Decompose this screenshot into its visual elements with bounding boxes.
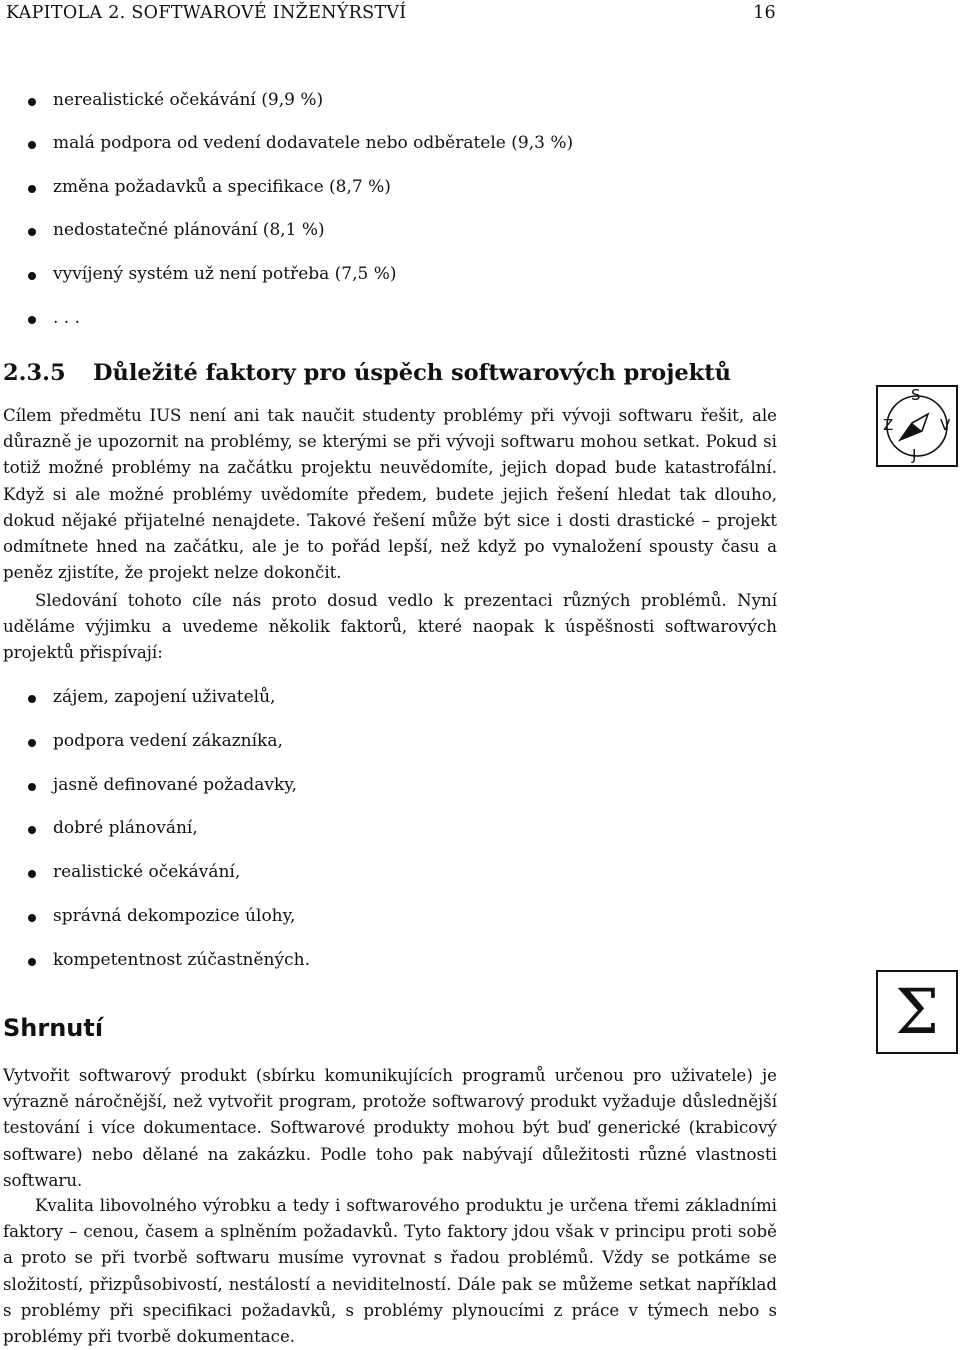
- bullet-icon: [28, 914, 36, 922]
- bullet-icon: [28, 272, 36, 280]
- bullet-icon: [28, 316, 36, 324]
- section-heading: [3, 360, 803, 386]
- compass-letter-south: J: [912, 446, 917, 464]
- bullet-icon: [28, 958, 36, 966]
- bullet-icon: [28, 141, 36, 149]
- sigma-icon: [876, 970, 958, 1054]
- compass-letter-east: V: [940, 416, 951, 434]
- bullet-icon: [28, 695, 36, 703]
- summary-paragraph-1: Vytvořit softwarový produkt (sbírku komunikujících programů určenou pro uživatele) je výrazně náročnější, než vytvořit program, protože softwarový produkt vyžaduje důslednější testování i více dokumentace. Softwarové produkty mohou být buď generické (krabicový software) nebo dělané na zakázku. Podle toho pak nabývají důležitosti různé vlastnosti softwaru.: [3, 1066, 777, 1190]
- compass-letter-west: Z: [883, 416, 894, 434]
- compass-icon: [876, 385, 958, 467]
- bullet-icon: [28, 185, 36, 193]
- compass-letter-north: S: [911, 386, 921, 404]
- bullet-icon: [28, 870, 36, 878]
- section-title: Důležité faktory pro úspěch softwarových projektů: [93, 360, 731, 386]
- bullet-icon: [28, 783, 36, 791]
- section-number: 2.3.5: [3, 360, 66, 386]
- page-number: 16: [753, 3, 776, 23]
- summary-paragraph-2: Kvalita libovolného výrobku a tedy i softwarového produktu je určena třemi základními faktory – cenou, časem a splněním požadavků. Tyto faktory jdou však v principu proti sobě a proto se při tvorbě softwaru musíme vyrovnat s řadou problémů. Vždy se potkáme se složitostí, přizpůsobivostí, nestálostí a neviditelností. Dále pak se můžeme setkat například s problémy při specifikaci požadavků, s problémy plynoucími z práce v týmech nebo s problémy při tvorbě dokumentace.: [3, 1196, 777, 1347]
- bullet-icon: [28, 98, 36, 106]
- section-paragraph-1: Cílem předmětu IUS není ani tak naučit studenty problémy při vývoji softwaru řešit, ale důrazně je upozornit na problémy, se kterými se při vývoji softwaru mohou setkat. Pokud si totiž možné problémy na začátku projektu neuvědomíte, jejich dopad bude katastrofální. Když si ale možné problémy uvědomíte předem, budete jejich řešení hledat tak dlouho, dokud nějaké přijatelné nenajdete. Takové řešení může být sice i dosti drastické – projekt odmítnete hned na začátku, ale je to pořád lepší, než když po vynaložení spousty času a peněz zjistíte, že projekt nelze dokončit.: [3, 406, 777, 583]
- bullet-icon: [28, 739, 36, 747]
- bullet-icon: [28, 228, 36, 236]
- section-paragraph-2: Sledování tohoto cíle nás proto dosud vedlo k prezentaci různých problémů. Nyní uděláme výjimku a uvedeme několik faktorů, které naopak k úspěšnosti softwarových projektů přispívají:: [3, 591, 777, 663]
- page-header: [6, 3, 776, 27]
- sigma-glyph: Σ: [895, 975, 939, 1048]
- summary-heading: Shrnutí: [3, 1014, 104, 1042]
- bullet-icon: [28, 826, 36, 834]
- chapter-title: KAPITOLA 2. SOFTWAROVÉ INŽENÝRSTVÍ: [6, 3, 407, 23]
